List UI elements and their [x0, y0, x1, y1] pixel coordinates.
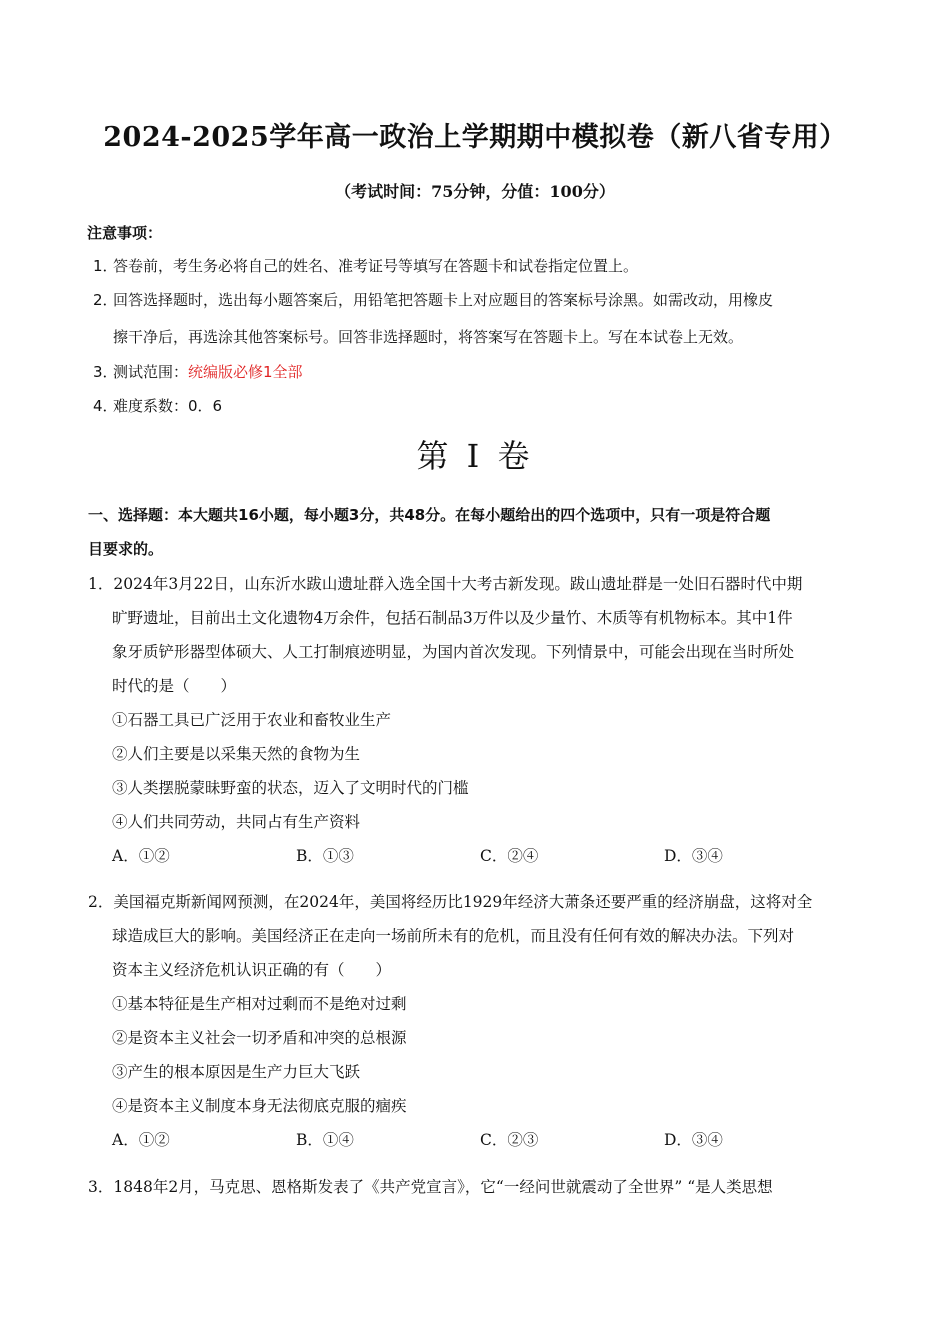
statement: ①石器工具已广泛用于农业和畜牧业生产 — [112, 711, 392, 729]
volume-title: 第 I 卷 — [416, 437, 534, 475]
option-d: D．③④ — [664, 847, 723, 865]
question-1 — [88, 567, 868, 873]
option-b: B．①③ — [296, 847, 354, 865]
option-a: A．①② — [112, 847, 170, 865]
option-a: A．①② — [112, 1131, 170, 1149]
exam-title: 2024-2025学年高一政治上学期期中模拟卷（新八省专用） — [103, 122, 847, 153]
notice-item-number: 2． — [93, 291, 118, 309]
notice-item-text-line2: 擦干净后，再选涂其他答案标号。回答非选择题时，将答案写在答题卡上。写在本试卷上无效。 — [113, 328, 744, 346]
exam-subtitle: （考试时间：75分钟，分值：100分） — [335, 182, 615, 201]
notice-item-1 — [93, 253, 873, 279]
section-heading-line1: 一、选择题：本大题共16小题，每小题3分，共48分。在每小题给出的四个选项中，只有一项是符合题 — [88, 506, 771, 524]
notice-item-number: 1． — [93, 257, 118, 275]
option-b: B．①④ — [296, 1131, 354, 1149]
question-2 — [88, 885, 868, 1157]
question-number: 2． — [88, 893, 114, 911]
notice-item-text-line1: 回答选择题时，选出每小题答案后，用铅笔把答题卡上对应题目的答案标号涂黑。如需改动，用橡皮 — [113, 291, 774, 309]
question-line — [88, 567, 868, 601]
notice-item-label: 测试范围： — [113, 363, 189, 381]
answer-options — [88, 839, 868, 873]
question-3 — [88, 1170, 868, 1204]
option-c: C．②④ — [480, 847, 539, 865]
question-number: 1． — [88, 575, 114, 593]
question-number: 3． — [88, 1178, 114, 1196]
question-line: 球造成巨大的影响。美国经济正在走向一场前所未有的危机，而且没有任何有效的解决办法。下列对 — [112, 927, 795, 945]
section-heading-line2: 目要求的。 — [88, 540, 164, 558]
notice-heading: 注意事项： — [87, 224, 163, 242]
test-scope-highlight: 统编版必修1全部 — [188, 363, 303, 381]
statement: ③产生的根本原因是生产力巨大飞跃 — [112, 1063, 361, 1081]
statement: ④人们共同劳动，共同占有生产资料 — [112, 813, 361, 831]
section-heading — [88, 498, 863, 566]
notice-item-number: 3． — [93, 363, 118, 381]
notice-item-3 — [93, 359, 873, 385]
notice-item-2 — [93, 287, 873, 350]
question-line — [88, 1170, 868, 1204]
statement: ③人类摆脱蒙昧野蛮的状态，迈入了文明时代的门槛 — [112, 779, 469, 797]
statement: ④是资本主义制度本身无法彻底克服的痼疾 — [112, 1097, 407, 1115]
question-line: 资本主义经济危机认识正确的有（ ） — [112, 961, 392, 979]
question-line — [88, 885, 868, 919]
notice-item-number: 4． — [93, 397, 118, 415]
answer-options — [88, 1123, 868, 1157]
notice-item-text: 难度系数：0．6 — [113, 397, 223, 415]
question-line: 旷野遗址，目前出土文化遗物4万余件，包括石制品3万件以及少量竹、木质等有机物标本。其中1件 — [112, 609, 793, 627]
notice-item-text: 答卷前，考生务必将自己的姓名、准考证号等填写在答题卡和试卷指定位置上。 — [113, 257, 639, 275]
option-d: D．③④ — [664, 1131, 723, 1149]
question-line: 时代的是（ ） — [112, 677, 237, 695]
question-text: 美国福克斯新闻网预测，在2024年，美国将经历比1929年经济大萧条还要严重的经济崩盘，这将对全 — [113, 893, 813, 911]
option-c: C．②③ — [480, 1131, 539, 1149]
question-text: 1848年2月，马克思、恩格斯发表了《共产党宣言》，它“一经问世就震动了全世界” “是人类思想 — [113, 1178, 773, 1196]
statement: ②人们主要是以采集天然的食物为生 — [112, 745, 361, 763]
notice-item-4 — [93, 393, 873, 419]
question-line: 象牙质铲形器型体硕大、人工打制痕迹明显，为国内首次发现。下列情景中，可能会出现在当时所处 — [112, 643, 795, 661]
question-text: 2024年3月22日，山东沂水跋山遗址群入选全国十大考古新发现。跋山遗址群是一处旧石器时代中期 — [113, 575, 803, 593]
statement: ②是资本主义社会一切矛盾和冲突的总根源 — [112, 1029, 407, 1047]
statement: ①基本特征是生产相对过剩而不是绝对过剩 — [112, 995, 407, 1013]
